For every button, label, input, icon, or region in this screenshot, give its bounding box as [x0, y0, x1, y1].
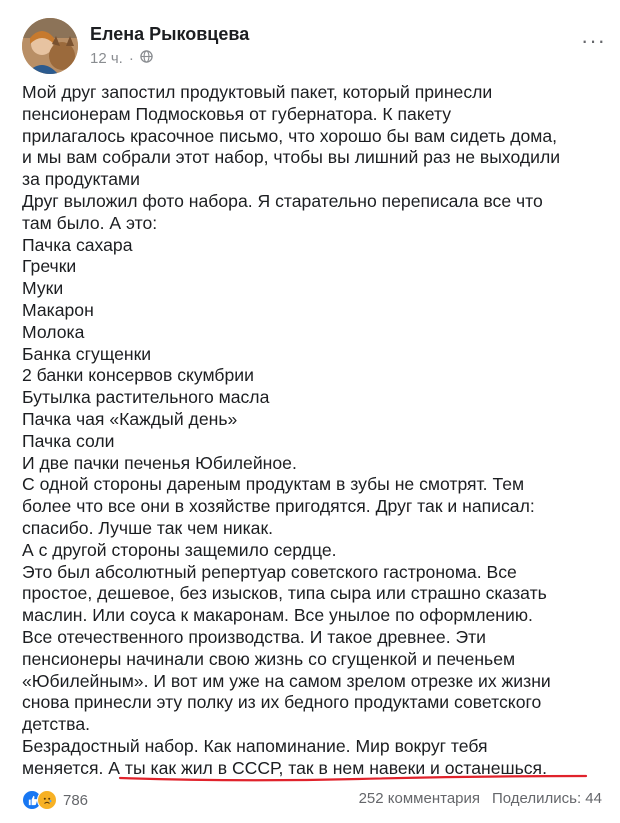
- sad-icon: [37, 790, 57, 810]
- post-meta: 12 ч. ·: [90, 50, 153, 67]
- post-line: Гречки: [22, 256, 77, 277]
- post-line: Пачка соли: [22, 430, 115, 451]
- reactions[interactable]: [22, 790, 88, 810]
- post-line: Муки: [22, 278, 64, 299]
- post-line: спасибо. Лучше так чем никак.: [22, 517, 274, 538]
- post-line: Макарон: [22, 299, 94, 320]
- post-line: Молока: [22, 321, 85, 342]
- post-footer: [22, 790, 602, 814]
- comments-count[interactable]: 252 комментария: [358, 790, 480, 807]
- post-line: маслин. Или соуса к макаронам. Все унылое по оформлению.: [22, 605, 533, 626]
- post-line: Безрадостный набор. Как напоминание. Мир вокруг тебя: [22, 735, 488, 756]
- post-text: [22, 82, 602, 780]
- post-line: 2 банки консервов скумбрии: [22, 365, 254, 386]
- globe-icon: [140, 50, 153, 67]
- post-line: Это был абсолютный репертуар советского гастронома. Все: [22, 561, 517, 582]
- post-time[interactable]: 12 ч.: [90, 50, 123, 67]
- post-line: более что все они в хозяйстве пригодятся. Друг так и написал:: [22, 496, 535, 517]
- shares-count[interactable]: Поделились: 44: [492, 790, 602, 807]
- post-line: А с другой стороны защемило сердце.: [22, 539, 337, 560]
- post-line: И две пачки печенья Юбилейное.: [22, 452, 297, 473]
- post-line: за продуктами: [22, 169, 140, 190]
- post-line: пенсионеры начинали свою жизнь со сгущенкой и печеньем: [22, 648, 516, 669]
- post-line: Бутылка растительного масла: [22, 387, 270, 408]
- post-line: Друг выложил фото набора. Я старательно переписала все что: [22, 190, 543, 211]
- post-line: прилагалось красочное письмо, что хорошо бы вам сидеть дома,: [22, 125, 558, 146]
- more-icon[interactable]: ···: [581, 28, 606, 53]
- post-line: Банка сгущенки: [22, 343, 152, 364]
- post-header: [22, 16, 612, 76]
- post-line: простое, дешевое, без изысков, типа сыра или страшно сказать: [22, 583, 547, 604]
- post-line: Все отечественного производства. И такое древнее. Эти: [22, 626, 486, 647]
- avatar[interactable]: [22, 18, 78, 74]
- post-line: Пачка чая «Каждый день»: [22, 408, 238, 429]
- post-line: меняется. А ты как жил в СССР, так в нем навеки и останешься.: [22, 757, 547, 778]
- post-line: детства.: [22, 714, 91, 735]
- post-line: снова принесли эту полку из их бедного продуктами советского: [22, 692, 542, 713]
- post-line: «Юбилейным». И вот им уже на самом зрелом отрезке их жизни: [22, 670, 551, 691]
- hand-drawn-underline: [118, 770, 588, 784]
- post-line: Пачка сахара: [22, 234, 133, 255]
- author-name[interactable]: Елена Рыковцева: [90, 24, 250, 44]
- reactions-count: 786: [63, 791, 89, 809]
- post-line: пенсионерам Подмосковья от губернатора. К пакету: [22, 103, 451, 124]
- post-line: Мой друг запостил продуктовый пакет, который принесли: [22, 82, 493, 102]
- post-line: С одной стороны дареным продуктам в зубы не смотрят. Тем: [22, 474, 525, 495]
- post-line: там было. А это:: [22, 212, 158, 233]
- post-line: и мы вам собрали этот набор, чтобы вы лишний раз не выходили: [22, 147, 561, 168]
